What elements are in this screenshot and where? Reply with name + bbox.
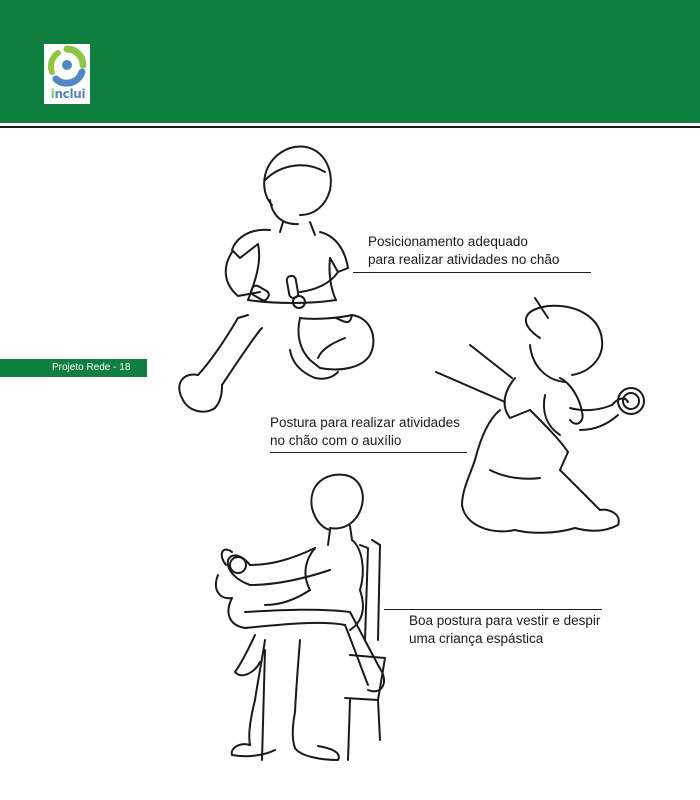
caption-line: para realizar atividades no chão: [368, 252, 560, 267]
caption-line: Boa postura para vestir e despir: [409, 613, 601, 628]
assisted-floor-activity-illustration: [436, 298, 644, 533]
caption-underline: [270, 452, 467, 453]
page-tab-label: Projeto Rede - 18: [52, 362, 131, 373]
caption-floor-activities: [368, 233, 559, 269]
dressing-posture-illustration: [216, 475, 385, 760]
caption-line: Posicionamento adequado: [368, 234, 528, 249]
caption-assisted-activities: [270, 414, 460, 450]
child-sitting-floor-illustration: [179, 146, 373, 411]
caption-underline: [353, 272, 591, 273]
logo-wordmark: inclui: [50, 87, 86, 101]
caption-dressing-posture: [409, 612, 600, 648]
caption-line: Postura para realizar atividades: [270, 415, 460, 430]
caption-overline: [384, 609, 602, 610]
caption-line: uma criança espástica: [409, 631, 544, 646]
caption-line: no chão com o auxílio: [270, 433, 402, 448]
